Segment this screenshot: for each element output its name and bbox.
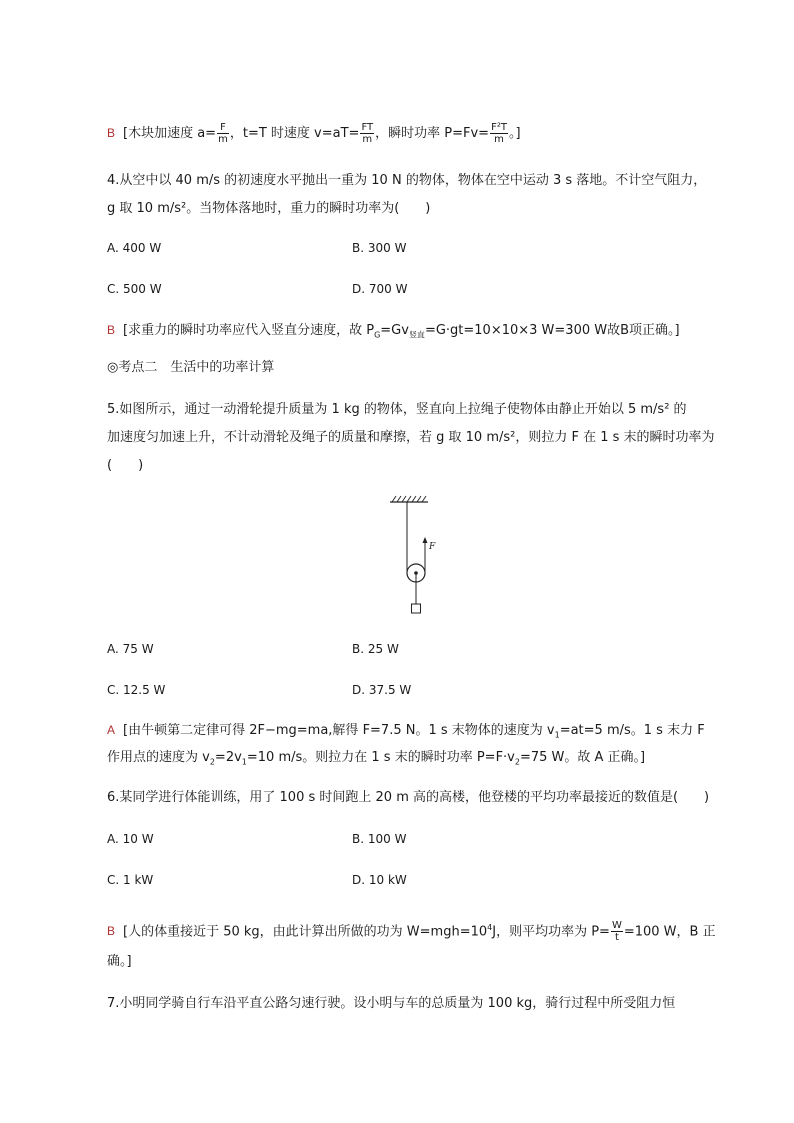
pulley-diagram — [380, 490, 450, 620]
q6-answer: B — [107, 924, 116, 939]
q5-option-a: A. 75 W — [107, 642, 154, 656]
q5-stem-line3: ( ) — [107, 458, 144, 473]
q6-solution-line2: 确。] — [107, 954, 132, 969]
fraction: $\frac{F}{m}$ — [218, 122, 228, 145]
q4-stem-line1: 4.从空中以 40 m/s 的初速度水平抛出一重为 10 N 的物体，物体在空中运动 3 s 落地。不计空气阻力， — [107, 173, 707, 188]
section-heading: ◎考点二 生活中的功率计算 — [107, 360, 275, 375]
fraction: $\frac{\text{F²T}}{m}$ — [491, 122, 507, 145]
q6-option-b: B. 100 W — [352, 832, 407, 846]
q5-stem-line1: 5.如图所示，通过一动滑轮提升质量为 1 kg 的物体，竖直向上拉绳子使物体由静止开始以 5 m/s² 的 — [107, 402, 687, 417]
q4-stem-line2: g 取 10 m/s²。当物体落地时，重力的瞬时功率为( ) — [107, 201, 431, 216]
hanging-block — [412, 604, 421, 613]
q4-answer: B — [107, 323, 116, 337]
q6-option-d: D. 10 kW — [352, 873, 407, 887]
q4-solution: B [求重力的瞬时功率应代入竖直分速度，故 $P_G=Gv_{竖直}=G\cdot gt=10\times 10\times 3$ W=300 W故B项正确。] — [107, 323, 680, 340]
q5-answer: A — [107, 723, 116, 737]
q6-stem: 6.某同学进行体能训练，用了 100 s 时间跑上 20 m 高的高楼，他登楼的平均功率最接近的数值是( ) — [107, 790, 710, 805]
q4-option-d: D. 700 W — [352, 282, 408, 296]
q7-stem: 7.小明同学骑自行车沿平直公路匀速行驶。设小明与车的总质量为 100 kg，骑行过程中所受阻力恒 — [107, 996, 676, 1011]
q5-option-b: B. 25 W — [352, 642, 399, 656]
q6-option-c: C. 1 kW — [107, 873, 154, 887]
q6-option-a: A. 10 W — [107, 832, 154, 846]
ceiling-hatch — [392, 496, 426, 502]
q5-option-c: C. 12.5 W — [107, 683, 166, 697]
arrow-head — [423, 537, 428, 543]
q6-solution-line1: B [人的体重接近于 50 kg，由此计算出所做的功为 $W=mgh=10^4J$，则平均功率为 P= $\frac{W}{t}$ =100 W，B 正 — [107, 920, 716, 944]
q4-option-a: A. 400 W — [107, 241, 162, 255]
q4-option-b: B. 300 W — [352, 241, 407, 255]
q5-solution-line2: 作用点的速度为 $v_2=2v_1=10$ m/s。则拉力在 1 s 末的瞬时功率 $P=F\cdot v_2=75$ W。故 A 正确。] — [107, 750, 646, 767]
fraction: $\frac{W}{t}$ — [611, 920, 622, 944]
q5-stem-line2: 加速度匀加速上升，不计动滑轮及绳子的质量和摩擦，若 g 取 10 m/s²，则拉力 F 在 1 s 末的瞬时功率为 — [107, 430, 715, 445]
q5-solution-line1: A [由牛顿第二定律可得 2F−mg=ma,解得 F=7.5 N。1 s 末物体的速度为 $v_1=at=5$ m/s。1 s 末力 F — [107, 723, 705, 740]
force-label: F — [429, 542, 436, 552]
q3-solution: B [木块加速度 a= $\frac{F}{m}$ ，t=T 时速度 v=aT= $\frac{FT}{m}$ ，瞬时功率 P=Fv= $\frac{\text{F²T}}{m}$ 。] — [107, 122, 521, 145]
q3-answer: B — [107, 126, 116, 140]
q5-option-d: D. 37.5 W — [352, 683, 412, 697]
fraction: $\frac{FT}{m}$ — [361, 122, 374, 145]
q4-option-c: C. 500 W — [107, 282, 162, 296]
